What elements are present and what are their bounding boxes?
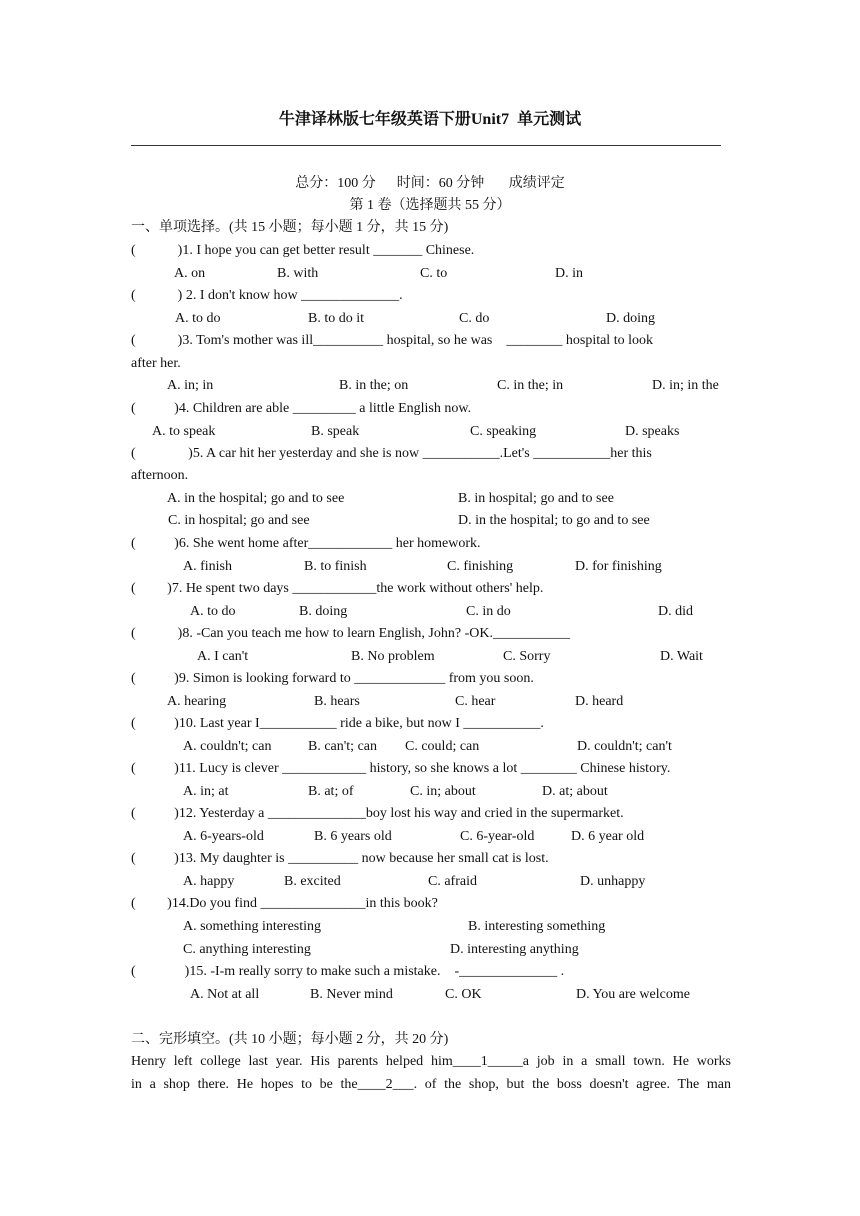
- option: B. excited: [284, 874, 341, 889]
- question-stem: ( )7. He spent two days ____________the work without others' help.: [131, 581, 544, 596]
- option: D. did: [658, 604, 693, 619]
- option: C. could; can: [405, 739, 480, 754]
- option: C. in hospital; go and see: [168, 513, 310, 528]
- option: D. 6 year old: [571, 829, 645, 844]
- question-stem: ( )14.Do you find _______________in this book?: [131, 896, 438, 911]
- option: C. in do: [466, 604, 511, 619]
- option: B. in hospital; go and to see: [458, 491, 614, 506]
- option: B. can't; can: [308, 739, 377, 754]
- option: D. doing: [606, 311, 655, 326]
- option: A. 6-years-old: [183, 829, 264, 844]
- question-stem: ( )13. My daughter is __________ now because her small cat is lost.: [131, 851, 549, 866]
- question-stem: ( )3. Tom's mother was ill__________ hospital, so he was ________ hospital to look: [131, 333, 653, 348]
- option: D. speaks: [625, 424, 680, 439]
- question-stem: ( )15. -I-m really sorry to make such a mistake. -______________ .: [131, 964, 565, 979]
- option: A. hearing: [167, 694, 227, 709]
- option: C. in the; in: [497, 378, 564, 393]
- option: A. on: [174, 266, 206, 281]
- option: D. interesting anything: [450, 942, 579, 957]
- option: D. in: [555, 266, 583, 281]
- volume-line: 第 1 卷（选择题共 55 分）: [349, 198, 511, 213]
- option: B. interesting something: [468, 919, 606, 934]
- option: A. in; in: [167, 378, 214, 393]
- option: A. I can't: [197, 649, 249, 664]
- option: D. in the hospital; to go and to see: [458, 513, 650, 528]
- cloze-line: Henry left college last year. His parents helped him____1_____a job in a small town. He works: [131, 1054, 731, 1069]
- option: C. 6-year-old: [460, 829, 535, 844]
- option: A. couldn't; can: [183, 739, 272, 754]
- option: C. afraid: [428, 874, 477, 889]
- option: C. Sorry: [503, 649, 551, 664]
- question-stem: ( )10. Last year I___________ ride a bike, but now I ___________.: [131, 716, 544, 731]
- question-stem-continued: after her.: [131, 356, 181, 371]
- question-stem: ( )5. A car hit her yesterday and she is now ___________.Let's ___________her this: [131, 446, 652, 461]
- option: A. in; at: [183, 784, 229, 799]
- option: A. to speak: [152, 424, 216, 439]
- option: C. do: [459, 311, 490, 326]
- option: C. anything interesting: [183, 942, 311, 957]
- option: B. with: [277, 266, 319, 281]
- question-stem: ( ) 2. I don't know how ______________.: [131, 288, 403, 303]
- option: B. in the; on: [339, 378, 409, 393]
- option: D. You are welcome: [576, 987, 690, 1002]
- title-divider: [131, 145, 721, 146]
- option: D. couldn't; can't: [577, 739, 672, 754]
- option: A. to do: [175, 311, 221, 326]
- option: B. to do it: [308, 311, 365, 326]
- option: B. doing: [299, 604, 348, 619]
- option: A. in the hospital; go and to see: [167, 491, 345, 506]
- option: A. finish: [183, 559, 232, 574]
- option: C. finishing: [447, 559, 514, 574]
- question-stem: ( )6. She went home after____________ her homework.: [131, 536, 481, 551]
- score-line: 总分：100 分 时间：60 分钟 成绩评定: [295, 176, 565, 191]
- option: D. heard: [575, 694, 624, 709]
- option: C. hear: [455, 694, 496, 709]
- option: B. No problem: [351, 649, 435, 664]
- option: C. in; about: [410, 784, 476, 799]
- question-stem-continued: afternoon.: [131, 468, 189, 483]
- option: B. speak: [311, 424, 360, 439]
- option: B. to finish: [304, 559, 367, 574]
- option: C. speaking: [470, 424, 537, 439]
- question-stem: ( )12. Yesterday a ______________boy lost his way and cried in the supermarket.: [131, 806, 624, 821]
- option: C. to: [420, 266, 448, 281]
- option: C. OK: [445, 987, 482, 1002]
- option: D. unhappy: [580, 874, 646, 889]
- question-stem: ( )4. Children are able _________ a little English now.: [131, 401, 472, 416]
- document-title: 牛津译林版七年级英语下册Unit7 单元测试: [278, 111, 582, 128]
- option: D. in; in the: [652, 378, 719, 393]
- option: A. something interesting: [183, 919, 322, 934]
- option: B. hears: [314, 694, 360, 709]
- option: A. Not at all: [190, 987, 260, 1002]
- option: A. happy: [183, 874, 235, 889]
- section-heading: 二、完形填空。(共 10 小题；每小题 2 分，共 20 分): [131, 1032, 449, 1047]
- option: D. at; about: [542, 784, 608, 799]
- option: B. Never mind: [310, 987, 393, 1002]
- question-stem: ( )8. -Can you teach me how to learn English, John? -OK.___________: [131, 626, 570, 641]
- option: B. at; of: [308, 784, 354, 799]
- option: A. to do: [190, 604, 236, 619]
- option: D. Wait: [660, 649, 703, 664]
- question-stem: ( )1. I hope you can get better result _______ Chinese.: [131, 243, 475, 258]
- option: B. 6 years old: [314, 829, 392, 844]
- question-stem: ( )9. Simon is looking forward to _____________ from you soon.: [131, 671, 534, 686]
- section-heading: 一、单项选择。(共 15 小题；每小题 1 分，共 15 分): [131, 220, 449, 235]
- question-stem: ( )11. Lucy is clever ____________ history, so she knows a lot ________ Chinese history.: [131, 761, 671, 776]
- cloze-line: in a shop there. He hopes to be the____2___. of the shop, but the boss doesn't agree. The man: [131, 1077, 731, 1092]
- option: D. for finishing: [575, 559, 662, 574]
